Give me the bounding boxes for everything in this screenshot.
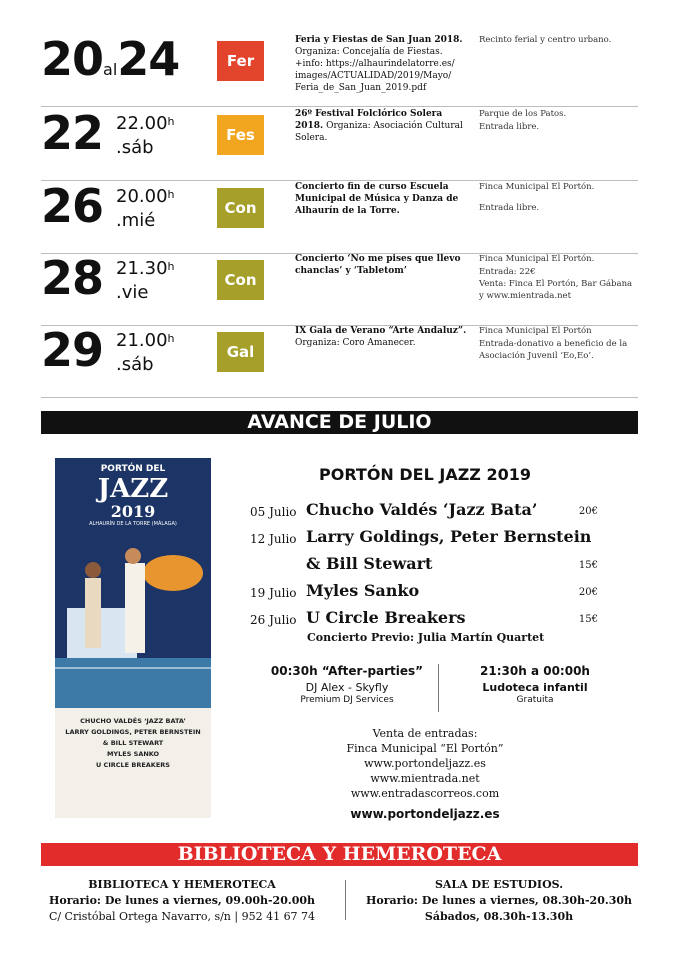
- event-location: [479, 34, 639, 47]
- event-time: [116, 112, 175, 160]
- sales-line: Venta de entradas:: [372, 727, 478, 740]
- event-day: 26: [41, 179, 104, 233]
- event-day: 28: [41, 251, 104, 305]
- ticket-sales: [330, 726, 520, 801]
- event-time: [116, 329, 175, 377]
- event-info: Entrada libre.: [479, 122, 540, 132]
- event-info: Entrada: 22€ Venta: Finca El Portón, Bar Gábana y www.mientrada.net: [479, 267, 633, 301]
- day-start: 20: [41, 32, 104, 86]
- concert-row: [250, 608, 598, 632]
- event-place: Finca Municipal El Portón: [479, 326, 592, 336]
- event-row: [41, 34, 638, 107]
- concert-name: U Circle Breakers: [306, 608, 466, 627]
- event-extra: Organiza: Asociación Cultural Solera.: [295, 121, 463, 143]
- event-day: 29: [41, 323, 104, 377]
- poster-year: 2019: [110, 502, 156, 521]
- category-badge: Con: [217, 260, 264, 300]
- time-suffix: h: [167, 188, 175, 201]
- event-title: 26º Festival Folclórico Solera 2018.: [295, 109, 443, 131]
- event-place: Recinto ferial y centro urbano.: [479, 35, 612, 45]
- event-description: [295, 253, 467, 277]
- poster-act: CHUCHO VALDÉS ‘JAZZ BATA’: [80, 717, 186, 725]
- divider: [438, 664, 439, 712]
- jazz-website-link[interactable]: www.portondeljazz.es: [350, 807, 500, 821]
- ludoteca: [450, 664, 620, 705]
- event-row: [41, 108, 638, 181]
- library-hours: Horario: De lunes a viernes, 09.00h-20.00h: [48, 894, 316, 907]
- event-location: [479, 181, 639, 214]
- category-badge: Fes: [217, 115, 264, 155]
- time-value: 20.00: [116, 186, 168, 207]
- day-separator: al: [103, 60, 118, 79]
- time-suffix: h: [167, 260, 175, 273]
- concert-price: 20€: [578, 587, 598, 598]
- category-badge: Fer: [217, 41, 264, 81]
- event-day: [41, 34, 179, 95]
- event-extra: Organiza: Concejalía de Fiestas. +info: https://alhaurindelatorre.es/ images/ACTUALIDAD/2019/Mayo/ Feria_de_San_Juan_2019.pdf: [295, 47, 455, 93]
- after-time: 00:30h “After-parties”: [270, 664, 424, 678]
- concert-row: [250, 581, 598, 605]
- event-location: [479, 108, 639, 133]
- time-suffix: h: [167, 332, 175, 345]
- event-location: [479, 253, 639, 302]
- concert-price: 20€: [578, 506, 598, 517]
- time-value: 22.00: [116, 113, 168, 134]
- event-description: [295, 325, 467, 349]
- sales-link[interactable]: www.mientrada.net: [370, 772, 480, 785]
- poster-acts: [63, 716, 203, 771]
- time-value: 21.30: [116, 258, 168, 279]
- event-time: [116, 257, 175, 305]
- concert-date: 12 Julio: [250, 532, 297, 546]
- sales-link[interactable]: www.entradascorreos.com: [350, 787, 500, 800]
- after-dj: DJ Alex - Skyfly: [305, 681, 389, 694]
- ludo-price: Gratuita: [516, 695, 554, 705]
- library-info: [41, 877, 323, 925]
- study-weekend: Sábados, 08.30h-13.30h: [424, 910, 574, 923]
- weekday: .mié: [116, 210, 156, 231]
- divider: [345, 880, 346, 920]
- time-suffix: h: [167, 115, 175, 128]
- concert-date: 19 Julio: [250, 586, 297, 600]
- poster-line1: PORTÓN DEL: [100, 464, 166, 474]
- concert-name: & Bill Stewart: [306, 554, 433, 573]
- library-title: BIBLIOTECA Y HEMEROTECA: [88, 878, 276, 891]
- jazz-poster-image: [55, 458, 211, 818]
- event-place: Finca Municipal El Portón.: [479, 254, 595, 264]
- event-row: [41, 181, 638, 254]
- concert-row: [250, 554, 598, 578]
- after-parties: [262, 664, 432, 705]
- event-description: [295, 181, 467, 217]
- concert-date: 26 Julio: [250, 613, 297, 627]
- event-title: Concierto fin de curso Escuela Municipal de Música y Danza de Alhaurín de la Torre.: [295, 182, 459, 216]
- concert-date: 05 Julio: [250, 505, 297, 519]
- event-place: Parque de los Patos.: [479, 109, 567, 119]
- event-extra: Organiza: Coro Amanecer.: [295, 338, 416, 348]
- study-room-info: [360, 877, 638, 925]
- event-title: IX Gala de Verano “Arte Andaluz”.: [295, 326, 467, 336]
- event-day: 22: [41, 106, 104, 160]
- event-description: [295, 34, 467, 94]
- event-row: [41, 325, 638, 398]
- event-location: [479, 325, 639, 362]
- library-address: C/ Cristóbal Ortega Navarro, s/n | 952 41 67 74: [48, 910, 316, 923]
- study-hours: Horario: De lunes a viernes, 08.30h-20.30h: [365, 894, 633, 907]
- weekday: .sáb: [116, 137, 154, 158]
- event-description: [295, 108, 467, 144]
- poster-act: U CIRCLE BREAKERS: [96, 761, 170, 769]
- event-row: [41, 253, 638, 326]
- poster-jazz: JAZZ: [97, 474, 169, 504]
- time-value: 21.00: [116, 330, 168, 351]
- sales-line: Finca Municipal “El Portón”: [346, 742, 504, 755]
- weekday: .sáb: [116, 354, 154, 375]
- event-place: Finca Municipal El Portón.: [479, 182, 595, 192]
- concert-row: [250, 527, 598, 551]
- event-info: Entrada-donativo a beneficio de la Asociación Juvenil ‘Eo,Eo’.: [479, 339, 628, 361]
- jazz-title: PORTÓN DEL JAZZ 2019: [318, 465, 532, 484]
- ludo-name: Ludoteca infantil: [482, 681, 588, 694]
- concert-price: 15€: [578, 614, 598, 625]
- previo-concert: Concierto Previo: Julia Martín Quartet: [307, 631, 545, 644]
- after-services: Premium DJ Services: [300, 695, 394, 705]
- category-badge: Con: [217, 188, 264, 228]
- concert-name: Myles Sanko: [306, 581, 420, 600]
- concert-price: 15€: [578, 560, 598, 571]
- sales-link[interactable]: www.portondeljazz.es: [364, 757, 486, 770]
- event-info: Entrada libre.: [479, 203, 540, 213]
- concert-name: Chucho Valdés ‘Jazz Bata’: [306, 500, 538, 519]
- library-header: BIBLIOTECA Y HEMEROTECA: [41, 843, 638, 866]
- day-end: 24: [117, 32, 180, 86]
- event-time: [116, 185, 175, 233]
- event-title: Concierto ‘No me pises que llevo chanclas’ y ‘Tabletom’: [295, 254, 461, 276]
- avance-header: AVANCE DE JULIO: [41, 411, 638, 434]
- study-title: SALA DE ESTUDIOS.: [434, 878, 564, 891]
- ludo-time: 21:30h a 00:00h: [480, 664, 590, 678]
- poster-act: MYLES SANKO: [106, 750, 160, 758]
- event-title: Feria y Fiestas de San Juan 2018.: [295, 35, 463, 45]
- weekday: .vie: [116, 282, 149, 303]
- category-badge: Gal: [217, 332, 264, 372]
- concert-name: Larry Goldings, Peter Bernstein: [306, 527, 592, 546]
- poster-place: ALHAURÍN DE LA TORRE (MÁLAGA): [89, 521, 177, 527]
- concert-row: [250, 500, 598, 524]
- poster-act: LARRY GOLDINGS, PETER BERNSTEIN & BILL STEWART: [65, 728, 201, 747]
